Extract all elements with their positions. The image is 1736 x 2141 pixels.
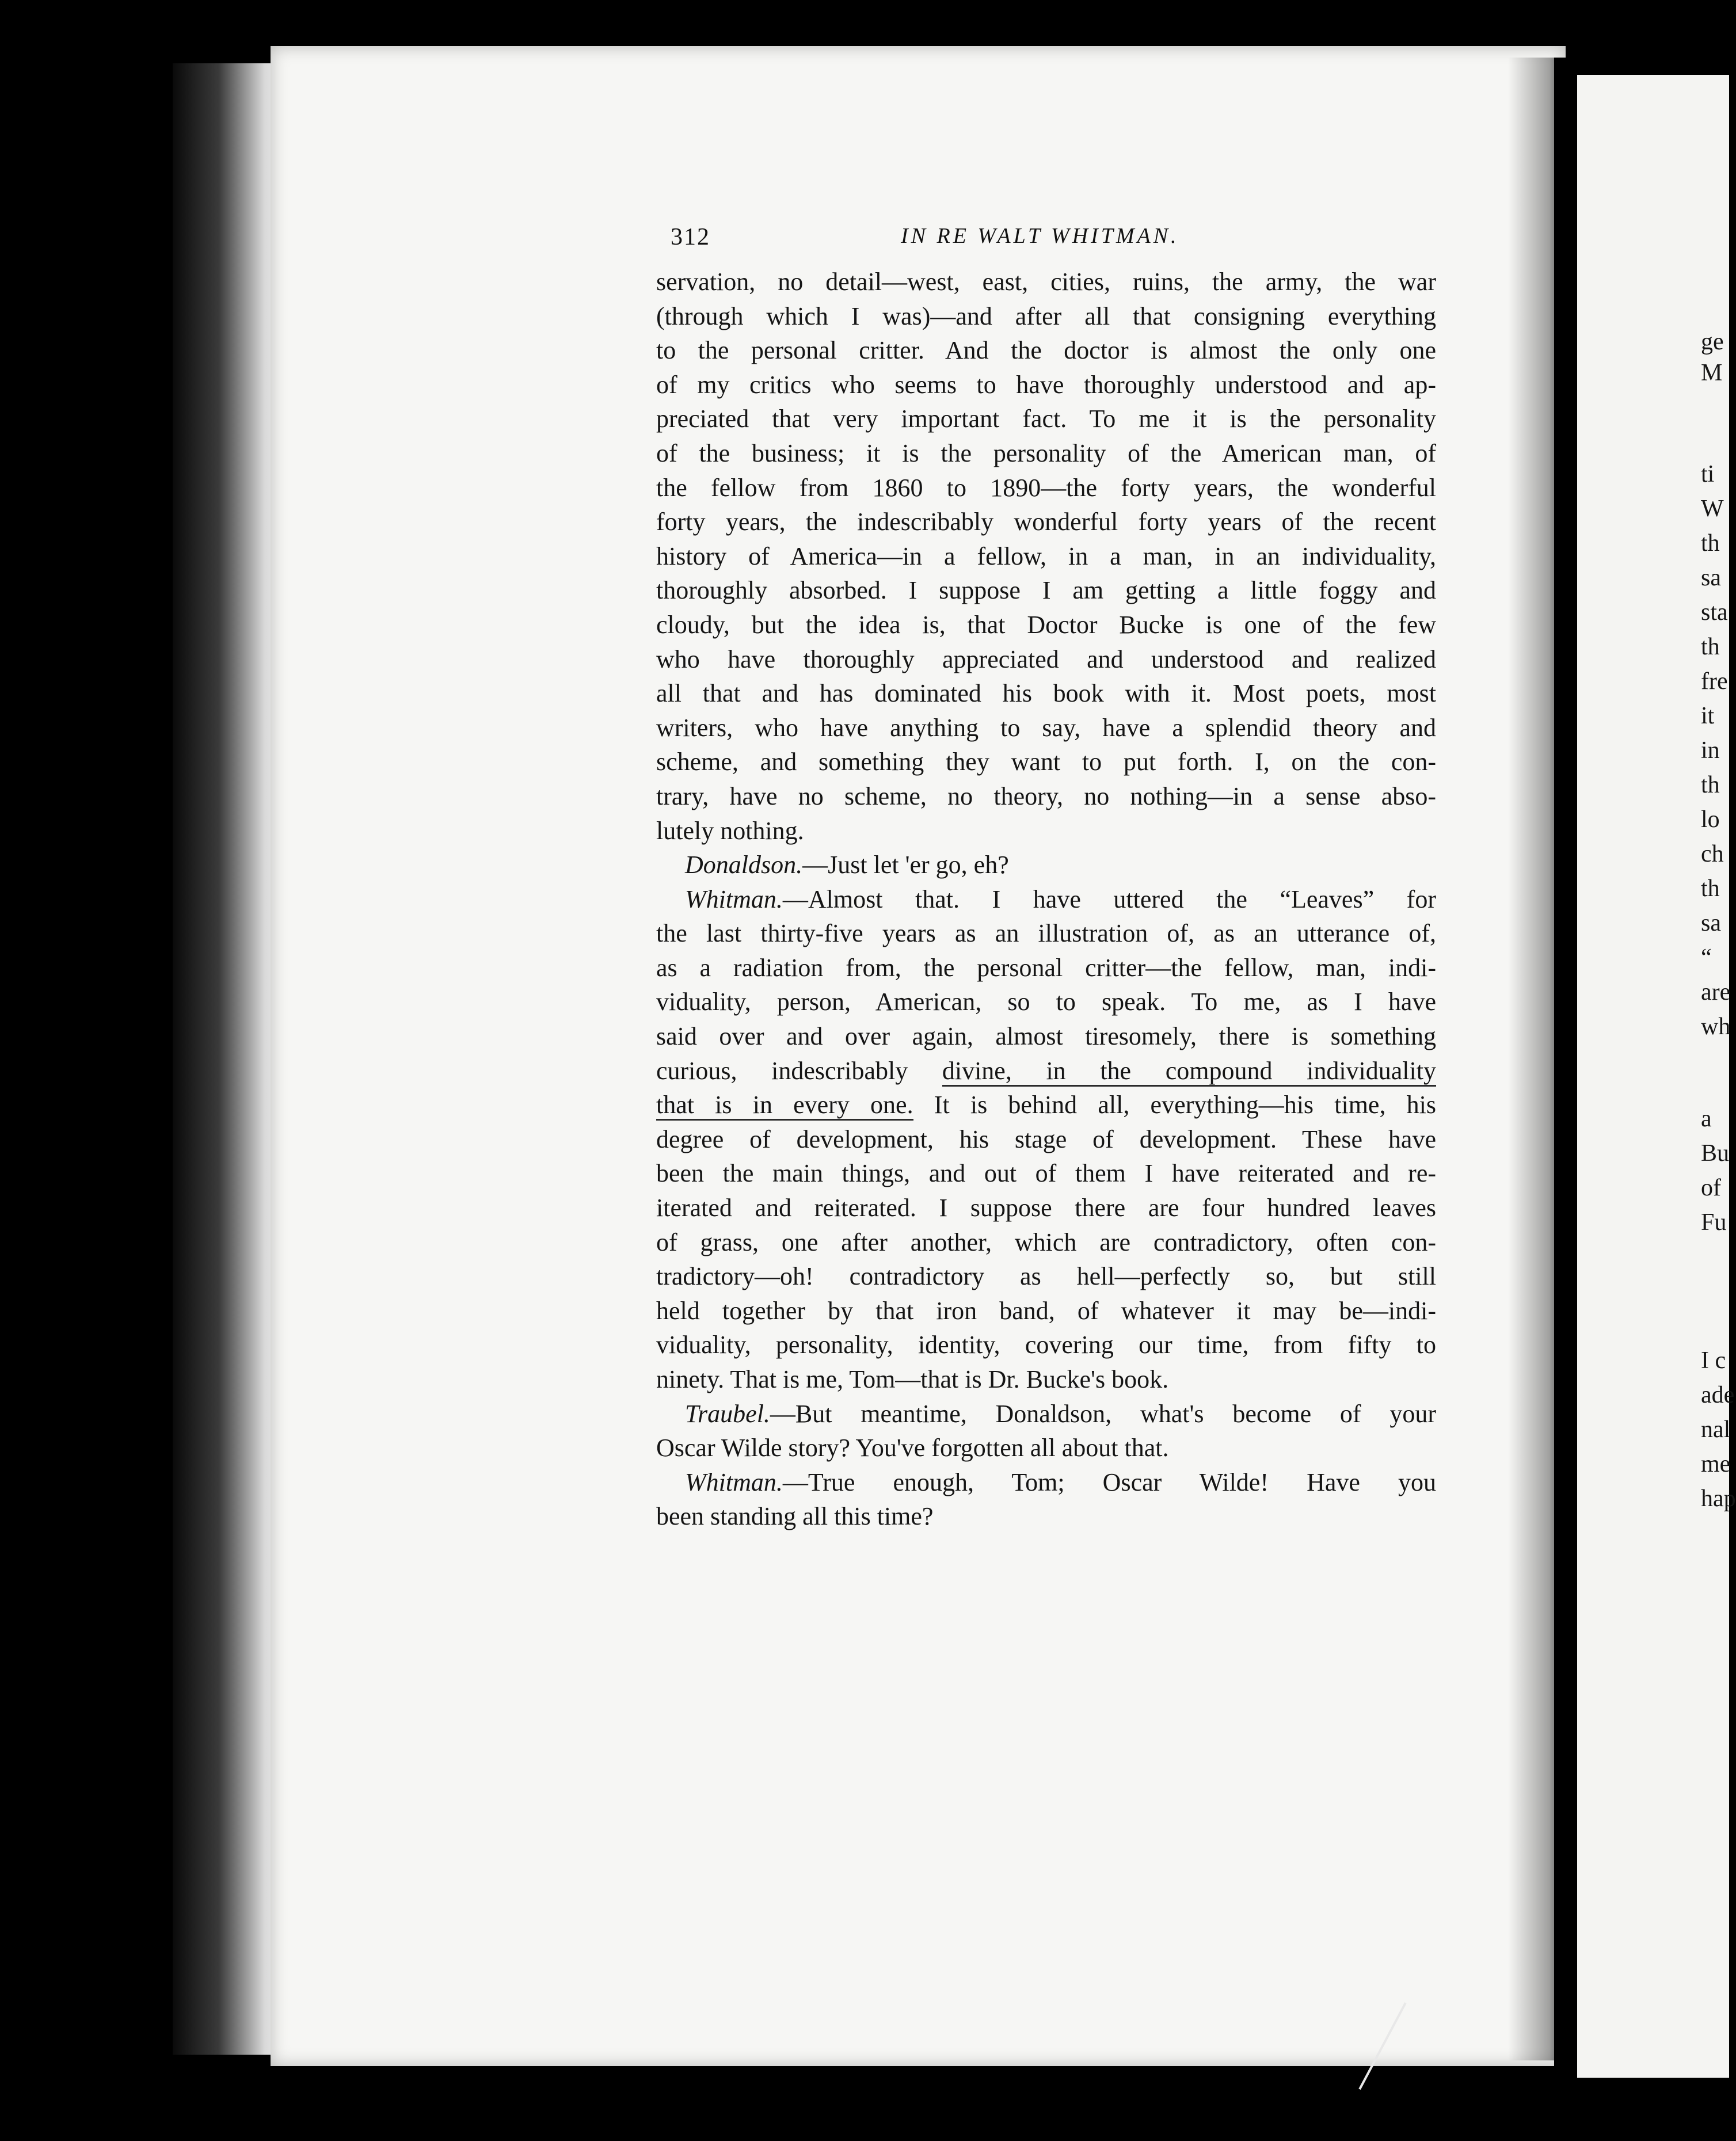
text-line <box>656 539 1436 574</box>
line-text: —Just let 'er go, eh? <box>802 851 1009 879</box>
speaker-name: Donaldson. <box>685 851 803 879</box>
line-text: to the personal critter. And the doctor is almost the only one <box>656 336 1436 365</box>
right-page-fragment: Bu <box>1701 1140 1730 1167</box>
text-line <box>656 711 1436 745</box>
line-text: tradictory—oh! contradictory as hell—perfectly so, but still <box>656 1262 1436 1291</box>
right-page-fragment: of <box>1701 1175 1721 1201</box>
pencil-underline: divine, in the compound individuality <box>942 1057 1436 1087</box>
text-line <box>656 573 1436 608</box>
body-text <box>656 265 1436 1534</box>
right-page-fragment: me <box>1701 1451 1731 1477</box>
right-page-fragment: ch <box>1701 841 1724 867</box>
text-line <box>656 1225 1436 1260</box>
text-line <box>656 1499 1436 1534</box>
line-text: of my critics who seems to have thoroughly understood and ap- <box>656 370 1436 399</box>
right-page-fragment: lo <box>1701 806 1720 833</box>
text-line <box>656 333 1436 368</box>
text-line <box>656 642 1436 677</box>
text-line <box>656 1431 1436 1465</box>
line-text: degree of development, his stage of development. These have <box>656 1125 1436 1153</box>
right-page-fragment: are <box>1701 979 1731 1005</box>
right-page-fragment: Fu <box>1701 1209 1727 1236</box>
text-line <box>656 299 1436 334</box>
text-line <box>656 1156 1436 1191</box>
right-page-fragment: th <box>1701 772 1720 798</box>
right-page-fragment: ade <box>1701 1382 1735 1408</box>
line-text: viduality, personality, identity, covering our time, from fifty to <box>656 1331 1436 1359</box>
line-text: all that and has dominated his book with it. Most poets, most <box>656 679 1436 708</box>
text-line <box>656 882 1436 917</box>
line-text: —True enough, Tom; Oscar Wilde! Have you <box>782 1468 1436 1496</box>
line-text: lutely nothing. <box>656 816 804 845</box>
right-page-fragment: th <box>1701 875 1720 902</box>
line-text: —But meantime, Donaldson, what's become of your <box>770 1399 1436 1428</box>
text-line <box>656 1294 1436 1328</box>
line-text: cloudy, but the idea is, that Doctor Bucke is one of the few <box>656 610 1436 639</box>
right-page-fragment: it <box>1701 703 1715 729</box>
speaker-name: Whitman. <box>685 1468 783 1496</box>
line-text: who have thoroughly appreciated and understood and realized <box>656 645 1436 673</box>
text-line <box>656 676 1436 711</box>
line-text: history of America—in a fellow, in a man, in an individuality, <box>656 542 1436 570</box>
text-line <box>656 814 1436 848</box>
text-line <box>656 471 1436 505</box>
line-text: that is in every one. It is behind all, everything—his time, his <box>656 1091 1436 1121</box>
line-text: been the main things, and out of them I have reiterated and re- <box>656 1159 1436 1188</box>
text-line <box>656 916 1436 951</box>
right-page-fragment: sa <box>1701 565 1721 591</box>
right-page-fragment: sa <box>1701 910 1721 936</box>
text-line <box>656 1465 1436 1500</box>
text-line <box>656 745 1436 779</box>
line-text: servation, no detail—west, east, cities, ruins, the army, the war <box>656 268 1436 296</box>
text-line <box>656 779 1436 814</box>
running-head <box>671 218 1246 258</box>
line-text: as a radiation from, the personal critter—the fellow, man, indi- <box>656 953 1436 982</box>
line-text: viduality, person, American, so to speak. To me, as I have <box>656 988 1436 1016</box>
book-spine <box>1554 58 1577 2072</box>
running-title: IN RE WALT WHITMAN. <box>901 224 1179 248</box>
text-line <box>656 436 1436 471</box>
line-text: (through which I was)—and after all that consigning everything <box>656 302 1436 330</box>
line-text: the fellow from 1860 to 1890—the forty years, the wonderful <box>656 473 1436 502</box>
line-text: curious, indescribably divine, in the compound individuality <box>656 1057 1436 1087</box>
text-line <box>656 505 1436 539</box>
line-text: of grass, one after another, which are contradictory, often con- <box>656 1228 1436 1256</box>
right-page-fragment: W <box>1701 496 1724 522</box>
right-page-fragment: a <box>1701 1106 1712 1132</box>
line-text: scheme, and something they want to put forth. I, on the con- <box>656 748 1436 776</box>
line-text: held together by that iron band, of whatever it may be—indi- <box>656 1296 1436 1325</box>
line-text: of the business; it is the personality of the American man, of <box>656 439 1436 467</box>
line-text: said over and over again, almost tiresomely, there is something <box>656 1022 1436 1051</box>
right-page-fragment: M <box>1701 360 1723 386</box>
line-text: the last thirty-five years as an illustration of, as an utterance of, <box>656 919 1436 948</box>
line-text: writers, who have anything to say, have a splendid theory and <box>656 713 1436 742</box>
right-page-fragment: ti <box>1701 461 1715 487</box>
line-text: iterated and reiterated. I suppose there are four hundred leaves <box>656 1194 1436 1222</box>
line-text: trary, have no scheme, no theory, no nothing—in a sense abso- <box>656 782 1436 810</box>
text-line <box>656 848 1436 882</box>
right-page-fragment: “ <box>1701 944 1712 971</box>
text-line <box>656 1019 1436 1054</box>
text-line <box>656 1191 1436 1225</box>
text-line <box>656 368 1436 402</box>
page-number: 312 <box>671 224 710 250</box>
right-page-fragment: in <box>1701 737 1720 764</box>
right-page-fragment: th <box>1701 530 1720 557</box>
text-line <box>656 1054 1436 1088</box>
right-page-fragment: wh <box>1701 1014 1731 1040</box>
line-text: been standing all this time? <box>656 1502 934 1531</box>
right-page-fragment: sta <box>1701 599 1728 626</box>
right-page-fragment: I c <box>1701 1347 1726 1374</box>
speaker-name: Traubel. <box>685 1399 770 1428</box>
line-text: ninety. That is me, Tom—that is Dr. Bucke's book. <box>656 1365 1169 1393</box>
right-page-fragment: hap <box>1701 1485 1736 1512</box>
text-line <box>656 1088 1436 1122</box>
line-text: preciated that very important fact. To me it is the personality <box>656 405 1436 433</box>
text-line <box>656 1328 1436 1362</box>
speaker-name: Whitman. <box>685 885 783 913</box>
text-line <box>656 1122 1436 1157</box>
right-page-fragment: nal <box>1701 1416 1731 1443</box>
text-line <box>656 985 1436 1019</box>
right-page-fragment: th <box>1701 634 1720 660</box>
text-line <box>656 402 1436 436</box>
text-line <box>656 1362 1436 1397</box>
line-text: —Almost that. I have uttered the “Leaves” for <box>782 885 1436 913</box>
line-text: Oscar Wilde story? You've forgotten all about that. <box>656 1434 1169 1462</box>
line-text: forty years, the indescribably wonderful forty years of the recent <box>656 508 1436 536</box>
text-line <box>656 608 1436 642</box>
text-line <box>656 1397 1436 1431</box>
right-page-fragment: fre <box>1701 668 1728 695</box>
text-line <box>656 1259 1436 1294</box>
line-text: thoroughly absorbed. I suppose I am getting a little foggy and <box>656 576 1436 605</box>
text-line <box>656 951 1436 985</box>
pencil-underline: that is in every one. <box>656 1091 913 1121</box>
text-line <box>656 265 1436 299</box>
right-page-fragment: ge <box>1701 329 1724 355</box>
